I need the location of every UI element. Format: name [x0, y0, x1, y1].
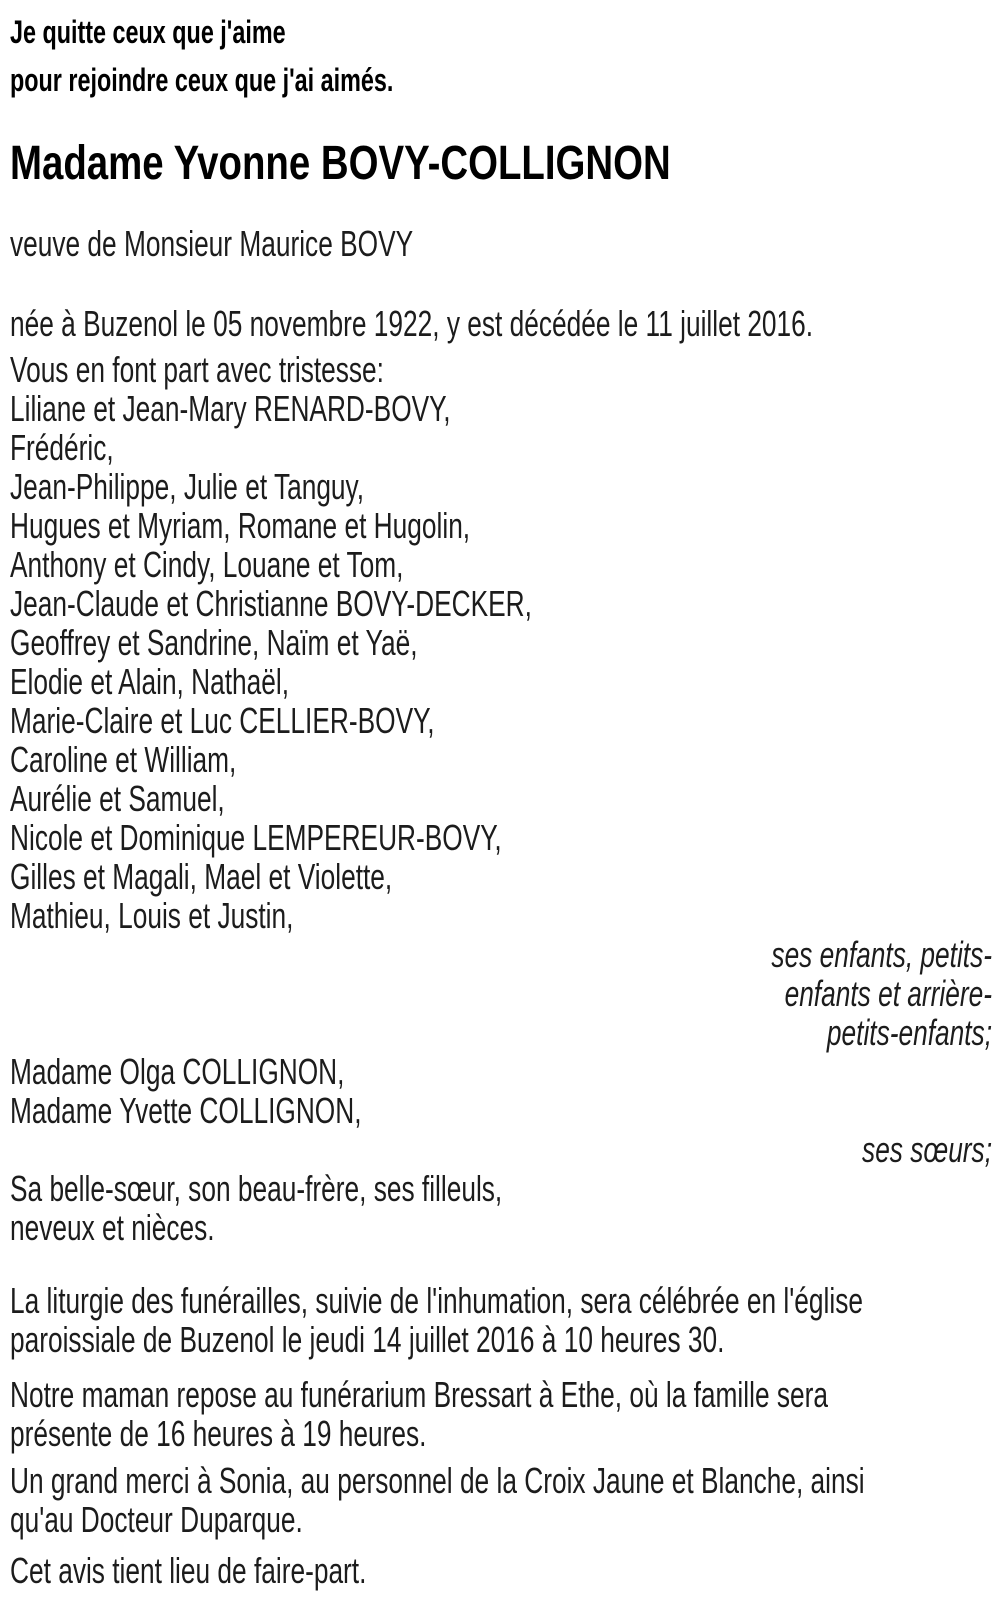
epigraph-line-2: pour rejoindre ceux que j'ai aimés.: [10, 62, 394, 98]
family-line-10: Caroline et William,: [10, 739, 237, 780]
closing-line: Cet avis tient lieu de faire-part.: [10, 1550, 367, 1591]
thanks-line-1: Un grand merci à Sonia, au personnel de la Croix Jaune et Blanche, ainsi: [10, 1460, 865, 1501]
family-line-6: Jean-Claude et Christianne BOVY-DECKER,: [10, 583, 532, 624]
thanks-paragraph: [10, 1461, 992, 1539]
family-line-7: Geoffrey et Sandrine, Naïm et Yaë,: [10, 622, 418, 663]
family-line-4: Hugues et Myriam, Romane et Hugolin,: [10, 505, 471, 546]
thanks-line-2: qu'au Docteur Duparque.: [10, 1499, 303, 1540]
family-line-14: Mathieu, Louis et Justin,: [10, 895, 294, 936]
relation-children-line-2: enfants et arrière-: [784, 973, 992, 1014]
inlaws-line-2: neveux et nièces.: [10, 1207, 215, 1248]
ceremony-line-1: La liturgie des funérailles, suivie de l'inhumation, sera célébrée en l'église: [10, 1280, 863, 1321]
repose-line-2: présente de 16 heures à 19 heures.: [10, 1413, 427, 1454]
family-line-9: Marie-Claire et Luc CELLIER-BOVY,: [10, 700, 435, 741]
announcement-intro: Vous en font part avec tristesse:: [10, 349, 384, 390]
relation-children-block: [10, 935, 992, 1052]
family-line-1: Liliane et Jean-Mary RENARD-BOVY,: [10, 388, 451, 429]
inlaws-line-1: Sa belle-sœur, son beau-frère, ses filleuls,: [10, 1168, 503, 1209]
ceremony-line-2: paroissiale de Buzenol le jeudi 14 juillet 2016 à 10 heures 30.: [10, 1319, 725, 1360]
family-line-3: Jean-Philippe, Julie et Tanguy,: [10, 466, 365, 507]
family-list: [10, 389, 992, 935]
family-line-11: Aurélie et Samuel,: [10, 778, 225, 819]
sister-line-2: Madame Yvette COLLIGNON,: [10, 1090, 362, 1131]
obituary-page: [0, 12, 1000, 1614]
family-line-12: Nicole et Dominique LEMPEREUR-BOVY,: [10, 817, 502, 858]
repose-line-1: Notre maman repose au funérarium Bressart à Ethe, où la famille sera: [10, 1374, 828, 1415]
relation-children-line-1: ses enfants, petits-: [771, 934, 992, 975]
sister-line-1: Madame Olga COLLIGNON,: [10, 1051, 345, 1092]
epigraph-line-1: Je quitte ceux que j'aime: [10, 14, 286, 50]
relation-children-line-3: petits-enfants;: [826, 1012, 992, 1053]
birth-death-line: née à Buzenol le 05 novembre 1922, y est décédée le 11 juillet 2016.: [10, 303, 814, 344]
family-line-2: Frédéric,: [10, 427, 114, 468]
relation-sisters: ses sœurs;: [862, 1129, 992, 1170]
family-line-5: Anthony et Cindy, Louane et Tom,: [10, 544, 404, 585]
family-line-8: Elodie et Alain, Nathaël,: [10, 661, 290, 702]
widow-line: veuve de Monsieur Maurice BOVY: [10, 223, 414, 264]
repose-paragraph: [10, 1375, 992, 1453]
deceased-name-title: Madame Yvonne BOVY-COLLIGNON: [10, 137, 671, 190]
ceremony-paragraph: [10, 1281, 992, 1359]
family-line-13: Gilles et Magali, Mael et Violette,: [10, 856, 393, 897]
